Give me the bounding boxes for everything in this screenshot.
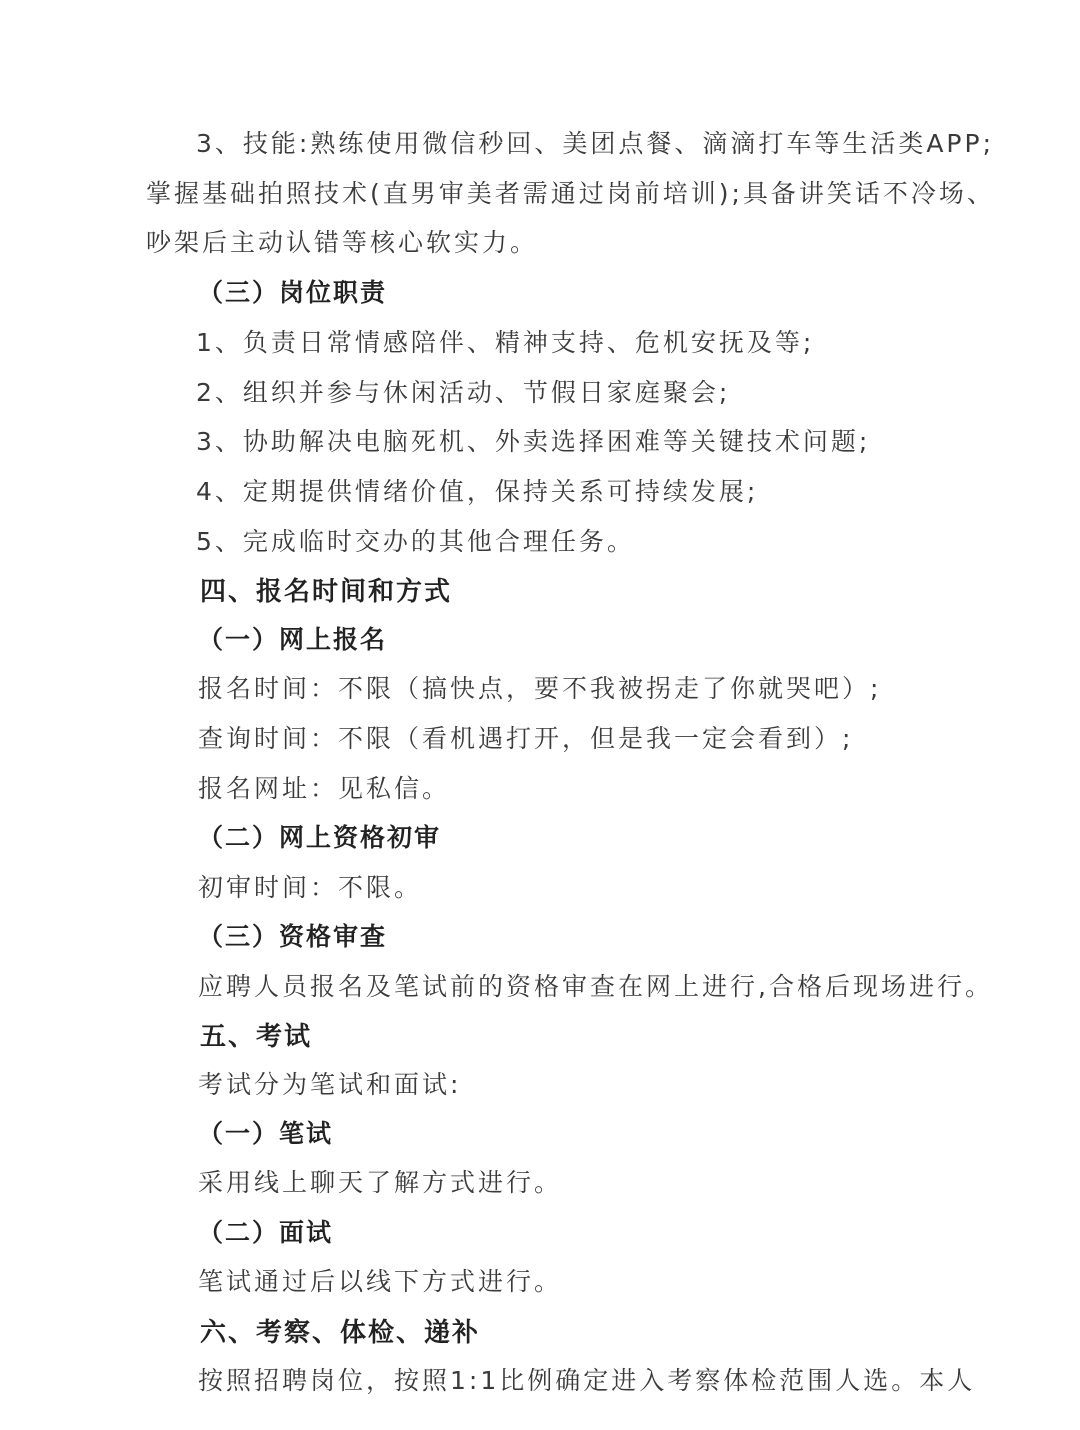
subheading-online-registration: （一）网上报名 [198, 625, 388, 654]
duty-item-3: 3、协助解决电脑死机、外卖选择困难等关键技术问题; [196, 427, 871, 456]
registration-time: 报名时间：不限（搞快点，要不我被拐走了你就哭吧）; [198, 674, 882, 703]
skills-line-1: 3、技能:熟练使用微信秒回、美团点餐、滴滴打车等生活类APP; [196, 129, 995, 158]
duty-item-5: 5、完成临时交办的其他合理任务。 [196, 527, 635, 556]
registration-url: 报名网址：见私信。 [198, 774, 451, 803]
subheading-interview: （二）面试 [198, 1218, 334, 1247]
section-heading-inspection: 六、考察、体检、递补 [200, 1318, 481, 1348]
query-time: 查询时间：不限（看机遇打开，但是我一定会看到）; [198, 724, 854, 753]
section-heading-registration: 四、报名时间和方式 [200, 577, 453, 607]
skills-line-3: 吵架后主动认错等核心软实力。 [146, 228, 539, 257]
section-heading-exam: 五、考试 [200, 1022, 313, 1052]
subheading-qualification-review: （三）资格审查 [198, 922, 388, 951]
interview-text: 笔试通过后以线下方式进行。 [198, 1267, 563, 1296]
inspection-text: 按照招聘岗位，按照1:1比例确定进入考察体检范围人选。本人 [198, 1366, 976, 1395]
subheading-written-test: （一）笔试 [198, 1119, 334, 1148]
duty-item-4: 4、定期提供情绪价值，保持关系可持续发展; [196, 477, 759, 506]
preliminary-review-time: 初审时间：不限。 [198, 873, 423, 902]
subheading-preliminary-review: （二）网上资格初审 [198, 823, 442, 852]
section-heading-duties: （三）岗位职责 [198, 278, 388, 307]
qualification-review-text: 应聘人员报名及笔试前的资格审查在网上进行,合格后现场进行。 [198, 972, 993, 1001]
exam-intro: 考试分为笔试和面试: [198, 1070, 462, 1099]
written-test-text: 采用线上聊天了解方式进行。 [198, 1168, 563, 1197]
duty-item-2: 2、组织并参与休闲活动、节假日家庭聚会; [196, 378, 731, 407]
duty-item-1: 1、负责日常情感陪伴、精神支持、危机安抚及等; [196, 328, 815, 357]
skills-line-2: 掌握基础拍照技术(直男审美者需通过岗前培训);具备讲笑话不冷场、 [146, 179, 995, 208]
